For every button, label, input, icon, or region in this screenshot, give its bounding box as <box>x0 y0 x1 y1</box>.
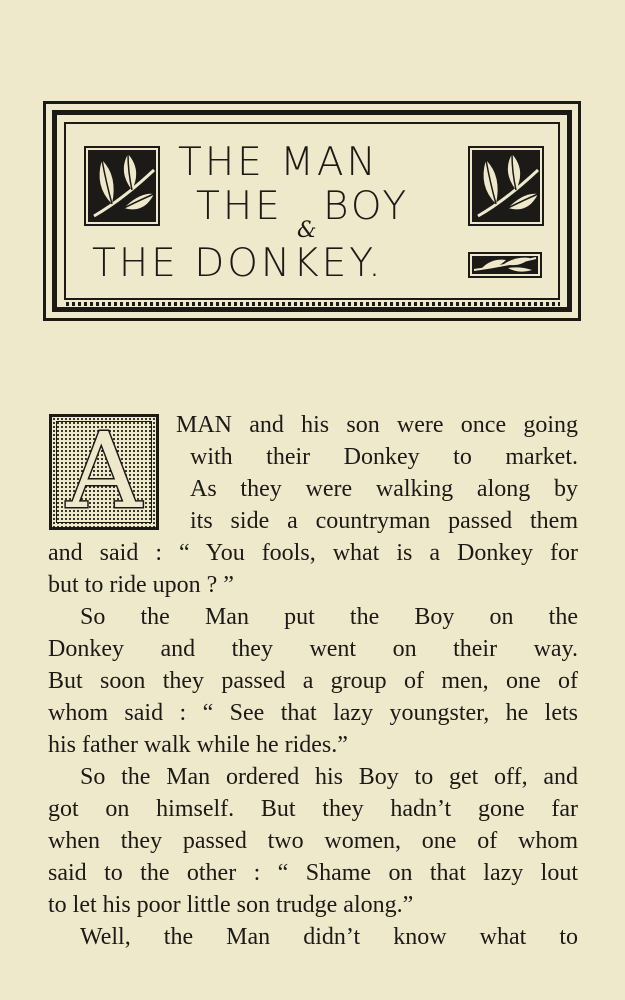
title-line-2-boy: BOY <box>323 184 410 229</box>
text-line: and said : “ You fools, what is a Donkey for <box>48 540 578 566</box>
drop-cap-letter: A <box>66 410 142 532</box>
text-line: So the Man put the Boy on the <box>80 604 578 630</box>
text-line: when they passed two women, one of whom <box>48 828 578 854</box>
text-line: its side a countryman passed them <box>190 508 578 534</box>
title-frame-dotted-rule <box>66 302 560 306</box>
text-line: As they were walking along by <box>190 476 578 502</box>
leaf-ornament-small-icon <box>468 252 542 278</box>
text-line: to let his poor little son trudge along.” <box>48 892 414 918</box>
text-line: whom said : “ See that lazy youngster, he lets <box>48 700 578 726</box>
title-line-1: THE MAN <box>178 140 379 185</box>
title-line-3: THE DONKEY. <box>92 241 384 286</box>
drop-cap <box>49 410 159 532</box>
text-line: got on himself. But they hadn’t gone far <box>48 796 578 822</box>
text-line: his father walk while he rides.” <box>48 732 348 758</box>
text-line: MAN and his son were once going <box>176 412 578 438</box>
leaf-ornament-right-icon <box>468 146 544 226</box>
text-line: with their Donkey to market. <box>190 444 578 470</box>
text-line: Well, the Man didn’t know what to <box>80 924 578 950</box>
text-line: but to ride upon ? ” <box>48 572 234 598</box>
text-line: Donkey and they went on their way. <box>48 636 578 662</box>
title-ampersand: & <box>297 218 320 243</box>
title-line-2-the: THE <box>196 184 283 229</box>
text-line: So the Man ordered his Boy to get off, and <box>80 764 578 790</box>
text-line: said to the other : “ Shame on that lazy lout <box>48 860 578 886</box>
leaf-ornament-left-icon <box>84 146 160 226</box>
text-line: But soon they passed a group of men, one of <box>48 668 578 694</box>
